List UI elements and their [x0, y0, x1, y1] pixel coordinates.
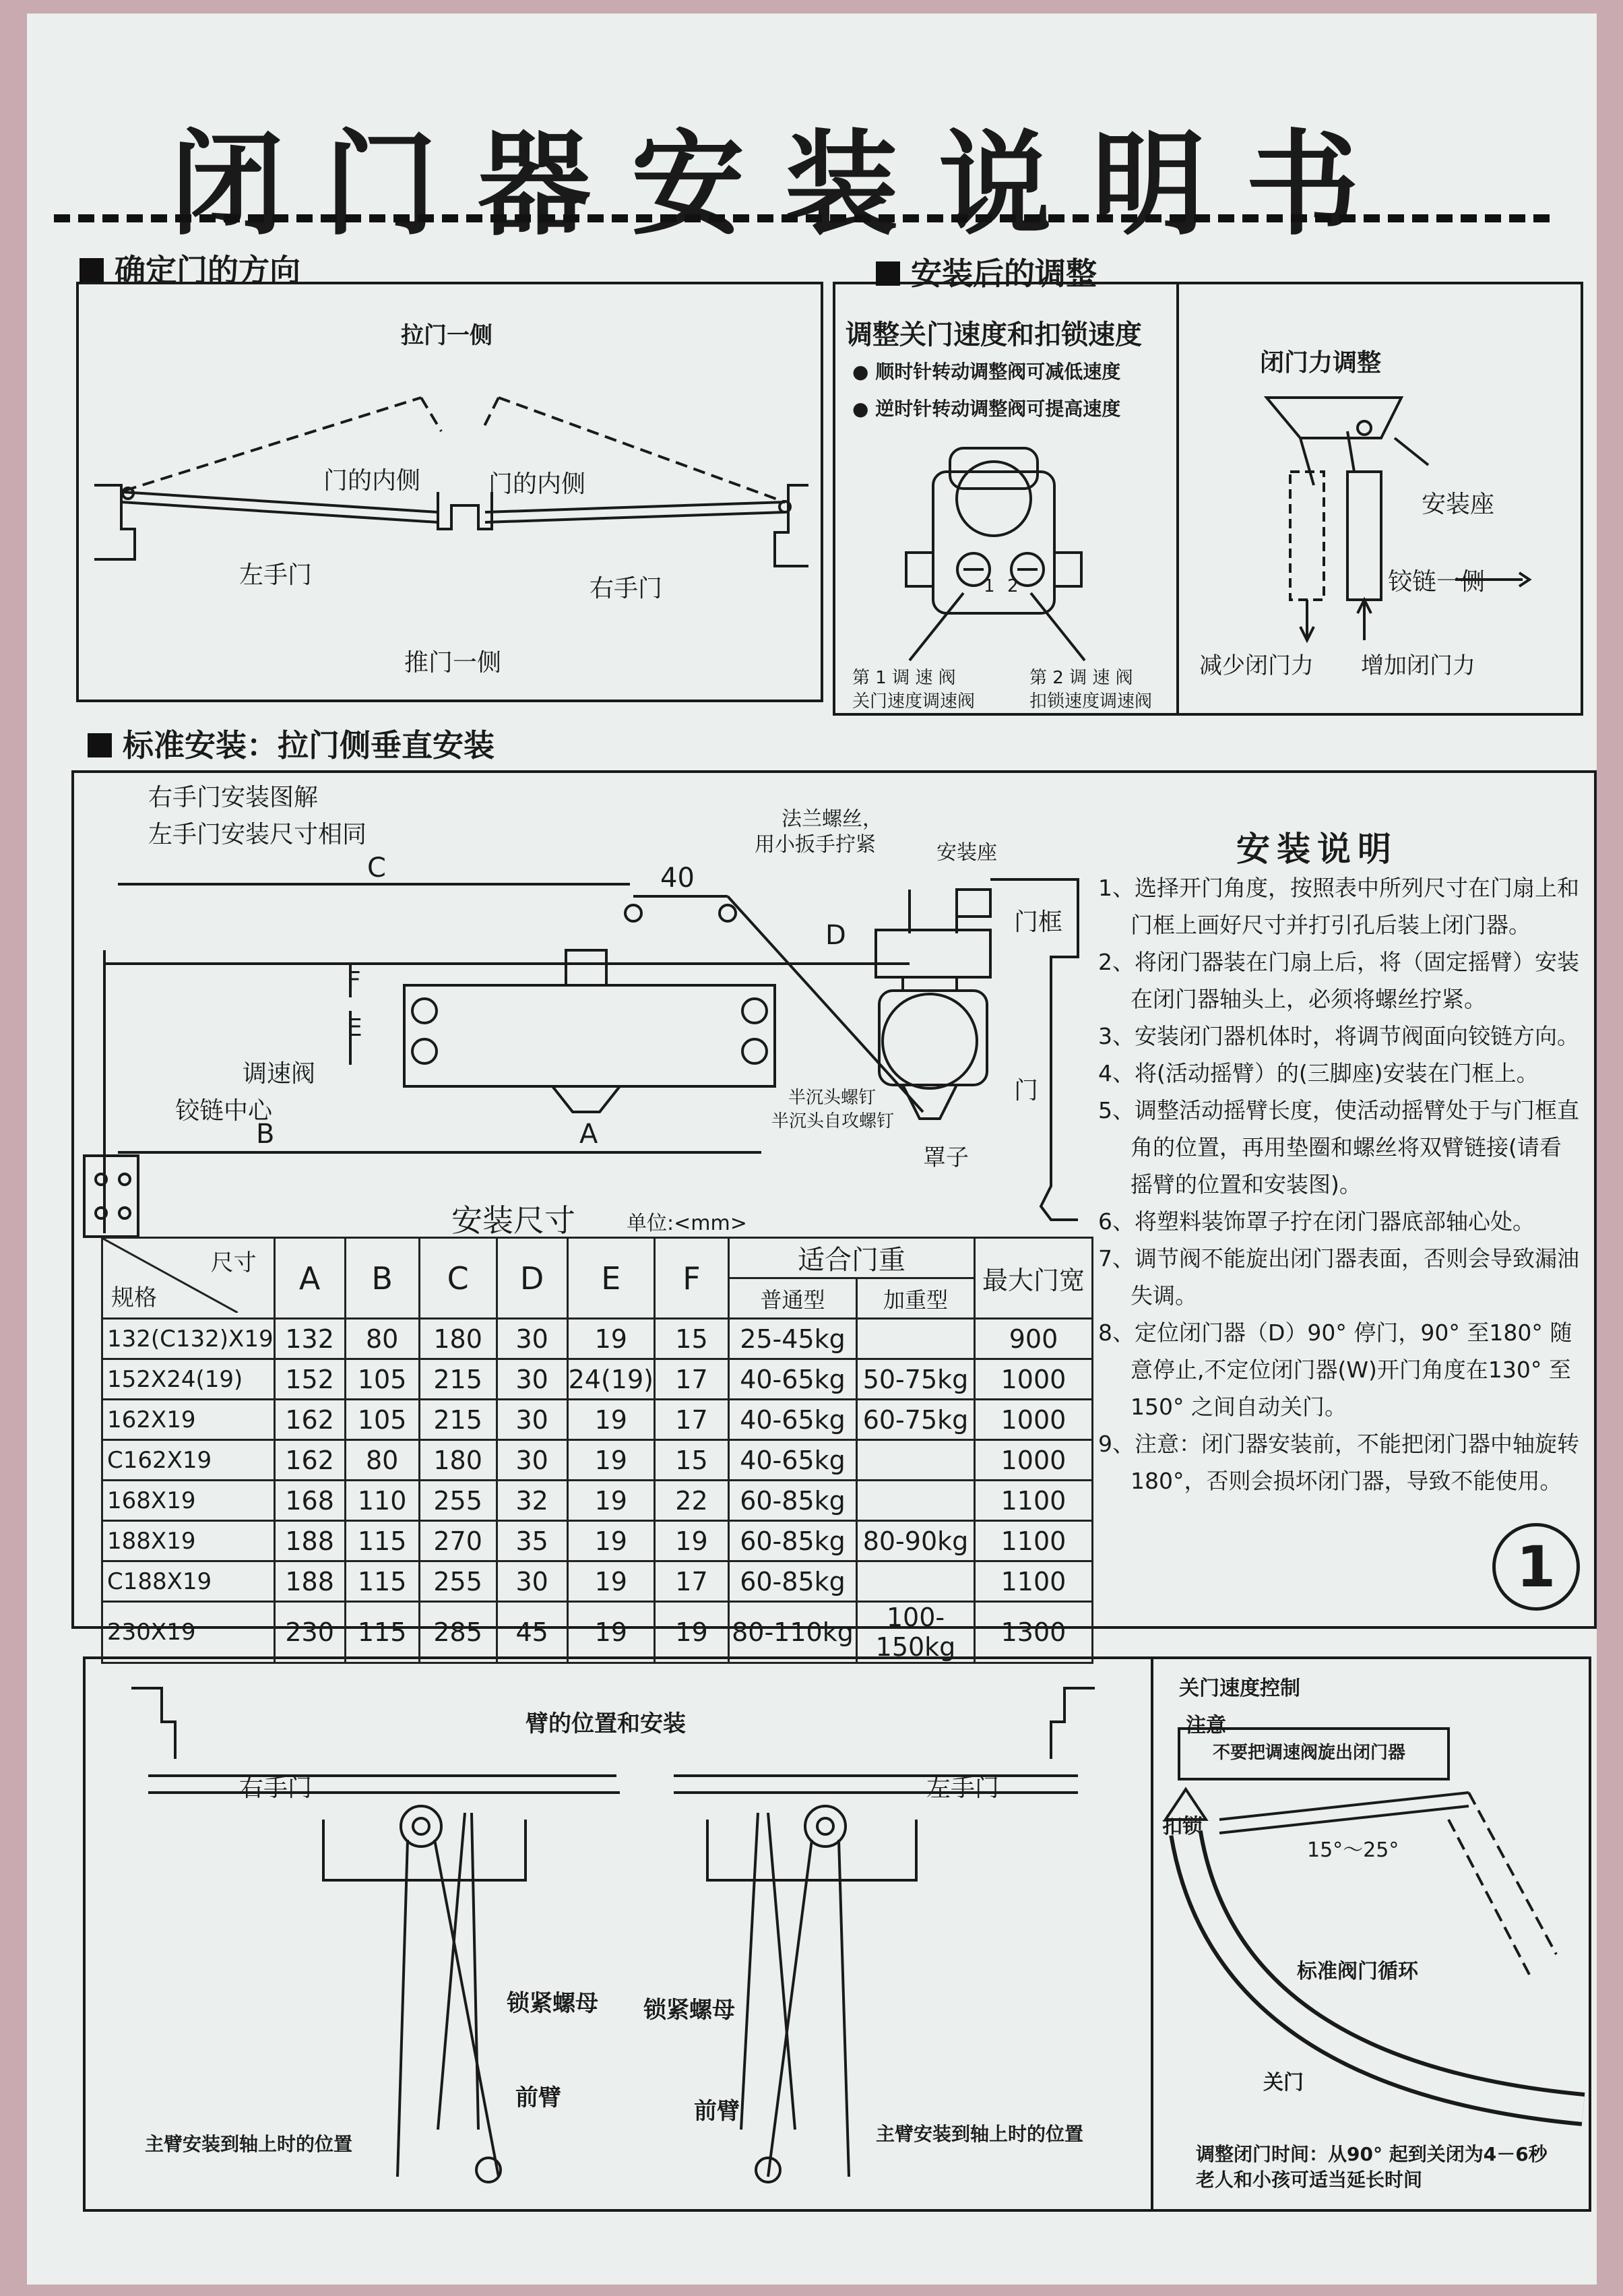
table-cell: 80-110kg [728, 1602, 856, 1663]
table-cell: 19 [567, 1319, 654, 1359]
table-cell: 19 [654, 1602, 728, 1663]
square-bullet-icon [79, 258, 104, 282]
speed-bullet-2-text: 逆时针转动调整阀可提高速度 [875, 398, 1121, 420]
lock-nut-right: 锁紧螺母 [507, 1990, 598, 2017]
force-seat-label: 安装座 [1422, 491, 1495, 518]
table-cell: 132 [274, 1319, 345, 1359]
header-door-weight: 适合门重 [728, 1238, 974, 1278]
flange-screw-line-1: 法兰螺丝， [782, 807, 883, 831]
label-inner-left: 门的内侧 [323, 467, 421, 495]
install-drawing [84, 879, 1078, 1237]
table-cell: 115 [345, 1602, 419, 1663]
arm-right-door: 右手门 [239, 1774, 313, 1802]
table-cell: 255 [419, 1561, 497, 1602]
header-size-model [102, 1238, 275, 1319]
section-adjust-heading [876, 249, 1097, 294]
table-cell: 22 [654, 1481, 728, 1521]
force-decrease: 减少闭门力 [1199, 652, 1314, 679]
arm-drawing [131, 1688, 1095, 2182]
table-cell: 60-85kg [728, 1521, 856, 1561]
instruction-step: 5、调整活动摇臂长度，使活动摇臂处于与门框直角的位置，再用垫圈和螺丝将双臂链接(请看摇臂的位置和安装图)。 [1098, 1097, 1579, 1198]
table-cell: 35 [497, 1521, 567, 1561]
header-max-width: 最大门宽 [974, 1238, 1092, 1319]
table-cell [856, 1561, 974, 1602]
table-cell: 110 [345, 1481, 419, 1521]
table-cell: 32 [497, 1481, 567, 1521]
table-cell: 188 [274, 1561, 345, 1602]
table-cell: 40-65kg [728, 1359, 856, 1400]
label-left-door: 左手门 [239, 561, 313, 589]
table-cell: 19 [567, 1481, 654, 1521]
valve-2-number: 2 [1007, 576, 1019, 596]
table-cell: 80 [345, 1319, 419, 1359]
table-cell: 17 [654, 1359, 728, 1400]
valve-1-number: 1 [984, 576, 995, 596]
angle-label: 15°～25° [1307, 1838, 1399, 1862]
table-cell: 230 [274, 1602, 345, 1663]
close-speed-heading: 关门速度控制 [1179, 1677, 1300, 1700]
table-row [102, 1440, 1093, 1481]
valve-2-label: 第 2 调 速 阀 [1029, 668, 1133, 688]
label-inner-right: 门的内侧 [488, 470, 586, 498]
install-caption-2: 左手门安装尺寸相同 [148, 821, 367, 848]
square-bullet-icon [876, 261, 900, 286]
cover-label: 罩子 [923, 1144, 969, 1171]
instruction-step: 2、将闭门器装在门扇上后，将（固定摇臂）安装在闭门器轴头上，必须将螺丝拧紧。 [1098, 949, 1579, 1012]
note-text: 不要把调速阀旋出闭门器 [1213, 1743, 1406, 1763]
table-row [102, 1561, 1093, 1602]
page-number-badge: 1 [1492, 1523, 1580, 1611]
table-cell: 40-65kg [728, 1400, 856, 1440]
right-door-leaf [485, 502, 785, 512]
table-cell: 188 [274, 1521, 345, 1561]
table-cell [856, 1481, 974, 1521]
install-caption-1: 右手门安装图解 [148, 784, 319, 811]
table-cell: 60-75kg [856, 1400, 974, 1440]
table-cell: 24(19) [567, 1359, 654, 1400]
dim-e: E [347, 1014, 362, 1042]
table-cell: 80-90kg [856, 1521, 974, 1561]
table-row [102, 1521, 1093, 1561]
instructions-heading: 安装说明 [1236, 830, 1398, 869]
table-cell: 17 [654, 1561, 728, 1602]
label-right-door: 右手门 [590, 575, 663, 602]
arm-left-door: 左手门 [926, 1774, 1000, 1802]
table-cell: 215 [419, 1400, 497, 1440]
header-col: E [567, 1238, 654, 1319]
instruction-step: 7、调节阀不能旋出闭门器表面，否则会导致漏油失调。 [1098, 1245, 1579, 1309]
instruction-step: 1、选择开门角度，按照表中所列尺寸在门扇上和门框上画好尺寸并打引孔后装上闭门器。 [1098, 875, 1579, 938]
forearm-right: 前臂 [515, 2084, 561, 2111]
model-cell: 168X19 [102, 1481, 275, 1521]
hinge-center-label: 铰链中心 [175, 1097, 273, 1125]
model-cell: 188X19 [102, 1521, 275, 1561]
table-row [102, 1319, 1093, 1359]
instruction-step: 6、将塑料装饰罩子拧在闭门器底部轴心处。 [1098, 1208, 1535, 1235]
table-cell: 215 [419, 1359, 497, 1400]
close-speed-drawing [1166, 1729, 1583, 2109]
header-col: F [654, 1238, 728, 1319]
spec-table-title: 安装尺寸 [451, 1202, 575, 1239]
table-row [102, 1400, 1093, 1440]
dim-f: F [347, 967, 361, 995]
section-direction-heading [79, 246, 300, 290]
instruction-step: 3、安装闭门器机体时，将调节阀面向铰链方向。 [1098, 1023, 1579, 1049]
table-cell: 1000 [974, 1440, 1092, 1481]
instruction-step: 8、定位闭门器（D）90° 停门，90° 至180° 随意停止,不定位闭门器(W)开门角度在130° 至150° 之间自动关门。 [1098, 1320, 1572, 1420]
table-cell: 115 [345, 1561, 419, 1602]
arm-heading: 臂的位置和安装 [526, 1710, 686, 1737]
spec-table-body [102, 1319, 1093, 1663]
table-cell: 19 [567, 1602, 654, 1663]
table-row [102, 1602, 1093, 1663]
model-cell: 230X19 [102, 1602, 275, 1663]
valve-2-desc: 扣锁速度调速阀 [1029, 691, 1153, 712]
table-cell: 900 [974, 1319, 1092, 1359]
center-stop [438, 492, 492, 529]
table-cell: 30 [497, 1561, 567, 1602]
header-size: 尺寸 [210, 1249, 257, 1276]
time-line-1: 调整闭门时间：从90° 起到关闭为4－6秒 [1196, 2143, 1548, 2165]
table-cell: 19 [567, 1561, 654, 1602]
main-arm-right: 主臂安装到轴上时的位置 [876, 2123, 1084, 2145]
table-cell: 270 [419, 1521, 497, 1561]
table-cell: 152 [274, 1359, 345, 1400]
table-cell: 19 [654, 1521, 728, 1561]
dim-c: C [367, 852, 386, 883]
model-cell: C188X19 [102, 1561, 275, 1602]
table-cell: 162 [274, 1400, 345, 1440]
model-cell: 162X19 [102, 1400, 275, 1440]
table-row [102, 1359, 1093, 1400]
table-cell: 115 [345, 1521, 419, 1561]
table-cell: 1000 [974, 1359, 1092, 1400]
valve-label: 调速阀 [243, 1060, 316, 1088]
header-model: 规格 [111, 1284, 157, 1311]
speed-bullet-1: ● 顺时针转动调整阀可减低速度 [852, 361, 1121, 383]
model-cell: 152X24(19) [102, 1359, 275, 1400]
note-title: 注意 [1186, 1714, 1226, 1737]
table-cell: 30 [497, 1440, 567, 1481]
table-cell: 162 [274, 1440, 345, 1481]
section-direction-label: 确定门的方向 [115, 252, 300, 288]
table-cell: 180 [419, 1319, 497, 1359]
speed-bullet-1-text: 顺时针转动调整阀可减低速度 [875, 361, 1121, 383]
table-row [102, 1481, 1093, 1521]
forearm-left: 前臂 [694, 2098, 740, 2125]
right-wall [775, 485, 808, 566]
cycle-label: 标准阀门循环 [1297, 1960, 1418, 1983]
instruction-step: 9、注意：闭门器安装前，不能把闭门器中轴旋转180°，否则会损坏闭门器，导致不能使用。 [1098, 1431, 1579, 1494]
table-cell: 30 [497, 1359, 567, 1400]
table-cell: 1100 [974, 1521, 1092, 1561]
force-adjust-heading: 闭门力调整 [1260, 349, 1382, 377]
force-increase: 增加闭门力 [1361, 652, 1475, 679]
table-cell: 45 [497, 1602, 567, 1663]
table-cell: 19 [567, 1400, 654, 1440]
dim-d: D [825, 920, 846, 951]
header-normal: 普通型 [728, 1278, 856, 1319]
close-label: 关门 [1263, 2071, 1304, 2095]
model-cell: C162X19 [102, 1440, 275, 1481]
valve-1-desc: 关门速度调速阀 [852, 691, 976, 712]
table-cell: 80 [345, 1440, 419, 1481]
flange-screw-line-2: 用小扳手拧紧 [755, 833, 876, 857]
install-seat-label: 安装座 [936, 841, 997, 865]
spec-table-unit: 单位:<mm> [627, 1212, 747, 1235]
table-cell: 60-85kg [728, 1481, 856, 1521]
table-cell: 1100 [974, 1481, 1092, 1521]
speed-adjust-heading: 调整关门速度和扣锁速度 [846, 319, 1142, 350]
valve-body-drawing [906, 448, 1085, 660]
screw-label-2: 半沉头自攻螺钉 [771, 1111, 895, 1131]
force-hinge-side: 铰链一侧 [1388, 568, 1486, 596]
spec-header-row [102, 1238, 1093, 1278]
section-adjust-label: 安装后的调整 [911, 255, 1097, 292]
spec-table [101, 1237, 1093, 1664]
table-cell: 30 [497, 1400, 567, 1440]
time-line-2: 老人和小孩可适当延长时间 [1196, 2169, 1423, 2191]
table-cell [856, 1319, 974, 1359]
page-title: 闭门器安装说明书 [170, 117, 1399, 251]
door-label: 门 [1014, 1077, 1039, 1105]
table-cell: 60-85kg [728, 1561, 856, 1602]
header-col: B [345, 1238, 419, 1319]
main-arm-left: 主臂安装到轴上时的位置 [145, 2133, 353, 2155]
table-cell: 1100 [974, 1561, 1092, 1602]
header-col: D [497, 1238, 567, 1319]
dim-a: A [579, 1119, 598, 1150]
table-cell: 15 [654, 1319, 728, 1359]
latch-label: 扣锁 [1162, 1815, 1203, 1838]
lock-nut-left: 锁紧螺母 [643, 1997, 735, 2024]
table-cell: 50-75kg [856, 1359, 974, 1400]
table-cell: 255 [419, 1481, 497, 1521]
table-cell: 17 [654, 1400, 728, 1440]
dim-b: B [256, 1119, 275, 1150]
table-cell [856, 1440, 974, 1481]
table-cell: 19 [567, 1440, 654, 1481]
table-cell: 168 [274, 1481, 345, 1521]
label-push-side: 推门一侧 [404, 649, 502, 677]
table-cell: 100-150kg [856, 1602, 974, 1663]
header-heavy: 加重型 [856, 1278, 974, 1319]
table-cell: 19 [567, 1521, 654, 1561]
table-cell: 180 [419, 1440, 497, 1481]
table-cell: 1000 [974, 1400, 1092, 1440]
table-cell: 105 [345, 1359, 419, 1400]
left-wall [94, 485, 135, 559]
instruction-step: 4、将(活动摇臂）的(三脚座)安装在门框上。 [1098, 1060, 1539, 1086]
screw-label-1: 半沉头螺钉 [788, 1088, 877, 1108]
door-frame-label: 门框 [1014, 908, 1063, 936]
header-col: C [419, 1238, 497, 1319]
label-pull-side: 拉门一侧 [401, 322, 492, 349]
table-cell: 285 [419, 1602, 497, 1663]
header-col: A [274, 1238, 345, 1319]
instruction-steps [1098, 869, 1583, 1499]
square-bullet-icon [88, 733, 112, 757]
valve-1-label: 第 1 调 速 阀 [852, 668, 956, 688]
speed-bullet-2: ● 逆时针转动调整阀可提高速度 [852, 398, 1121, 420]
table-cell: 40-65kg [728, 1440, 856, 1481]
title-divider [54, 214, 1550, 222]
section-standard-heading [88, 721, 495, 766]
table-cell: 105 [345, 1400, 419, 1440]
section-standard-label: 标准安装：拉门侧垂直安装 [123, 727, 495, 764]
table-cell: 25-45kg [728, 1319, 856, 1359]
model-cell: 132(C132)X19 [102, 1319, 275, 1359]
dim-40: 40 [660, 863, 695, 894]
table-cell: 30 [497, 1319, 567, 1359]
table-cell: 1300 [974, 1602, 1092, 1663]
table-cell: 15 [654, 1440, 728, 1481]
